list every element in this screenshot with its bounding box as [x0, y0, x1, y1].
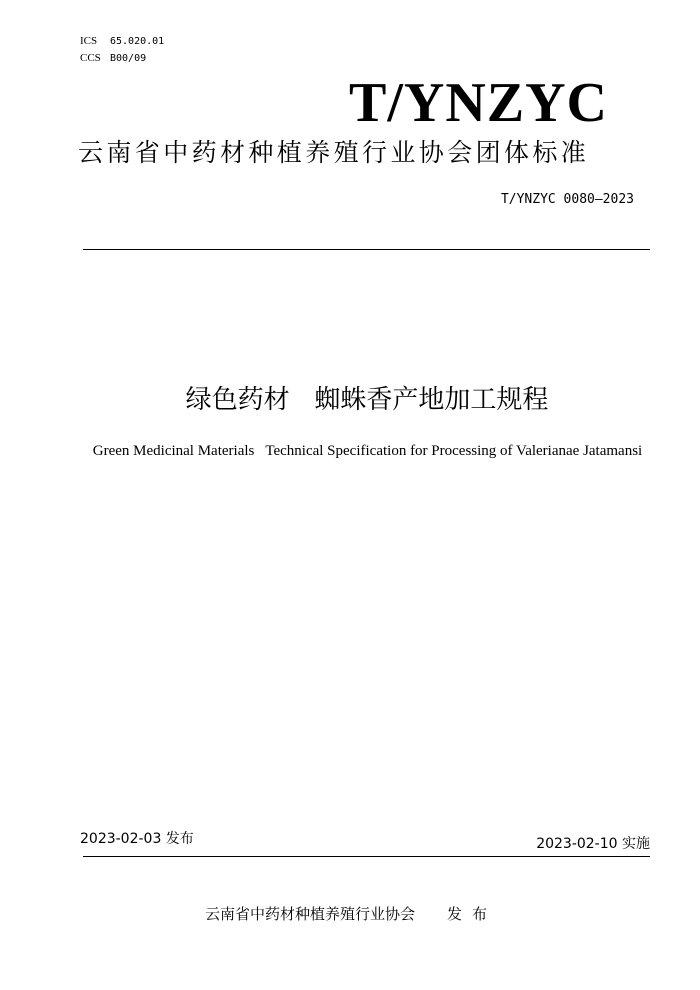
title-english: Green Medicinal Materials Technical Specification for Processing of Valerianae Jatamansi: [92, 443, 643, 459]
ics-label: ICS: [80, 35, 98, 47]
publisher-action: 发布: [447, 905, 498, 923]
ics-code: 65.020.01: [110, 36, 165, 47]
standard-code: T/YNZYC: [348, 72, 608, 134]
ccs-line: [80, 52, 146, 65]
publisher-name: 云南省中药材种植养殖行业协会: [205, 905, 416, 923]
publisher-line: [205, 903, 497, 925]
ccs-code: B00/09: [110, 53, 147, 64]
organization-standard-title: 云南省中药材种植养殖行业协会团体标准: [78, 138, 590, 167]
footer-divider: [83, 856, 650, 857]
document-number: T/YNZYC 0080—2023: [500, 192, 634, 207]
ccs-label: CCS: [80, 52, 101, 64]
title-chinese: 绿色药材 蜘蛛香产地加工规程: [185, 385, 549, 415]
issue-date: 2023-02-03 发布: [80, 831, 194, 847]
ics-line: [80, 35, 164, 48]
implementation-date: 2023-02-10 实施: [536, 836, 650, 852]
header-divider: [83, 249, 650, 250]
